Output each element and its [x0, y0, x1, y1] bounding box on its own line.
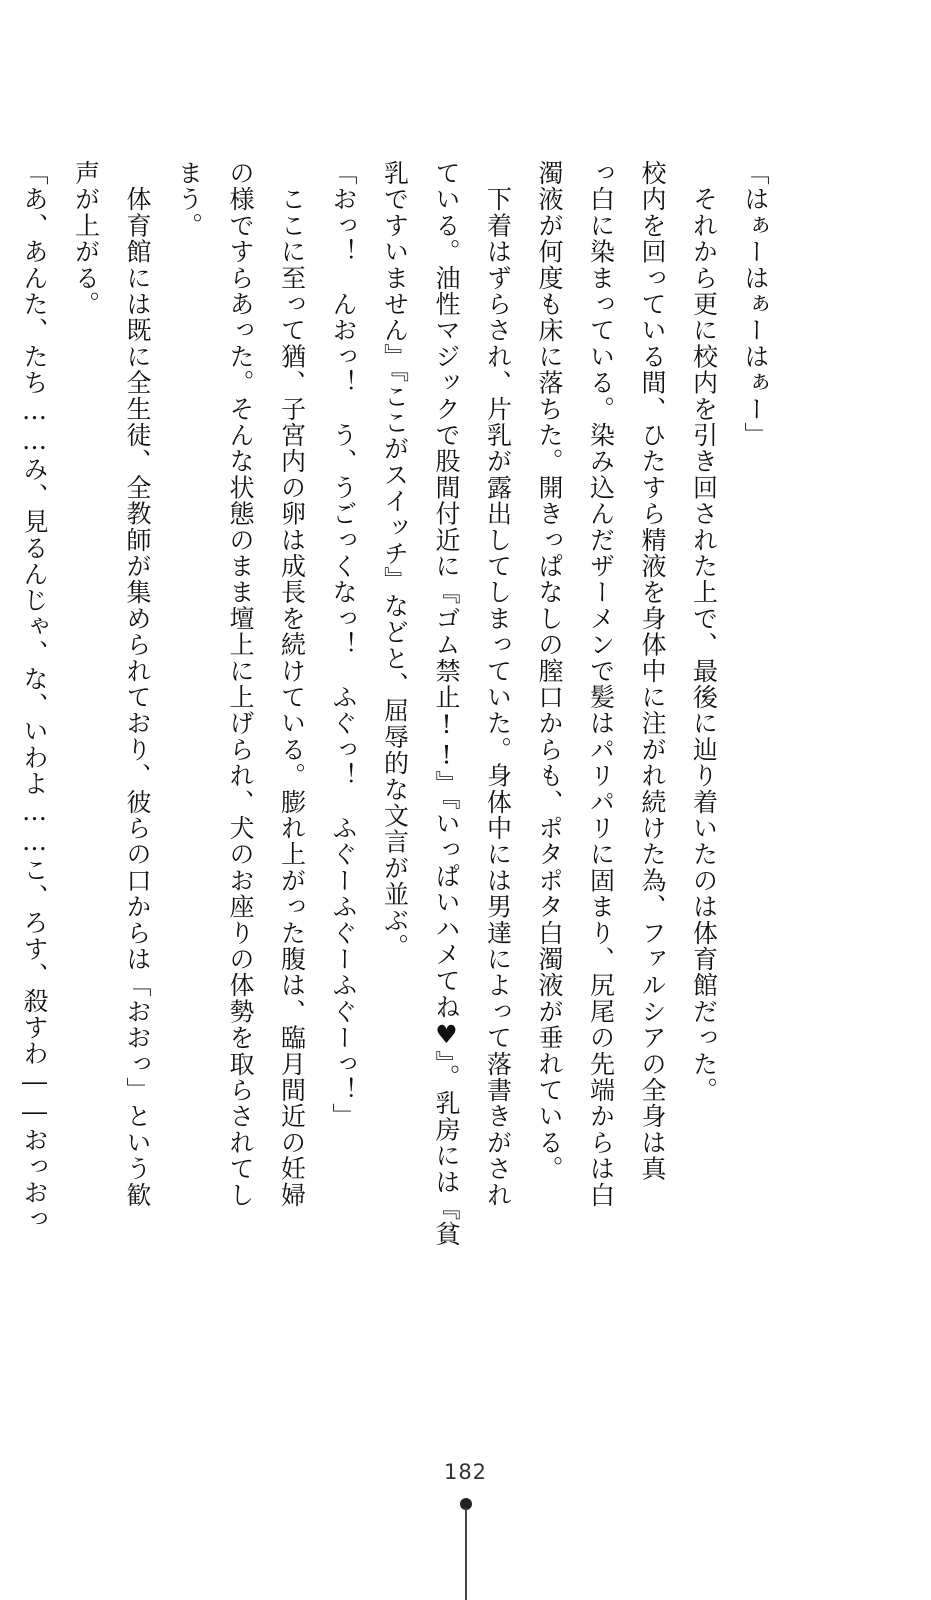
folio-ornament [460, 1498, 472, 1600]
text-line: 「あ、あんた、たち……み、見るんじゃ、な、いわよ……こ、ろす、殺すわ――おっおっ [20, 160, 49, 1232]
text-line: それから更に校内を引き回された上で、最後に辿り着いたのは体育館だった。 [689, 160, 719, 1104]
text-line: 濁液が何度も床に落ちた。開きっぱなしの膣口からも、ポタポタ白濁液が垂れている。 [535, 160, 564, 1182]
text-line: ここに至って猶、子宮内の卵は成長を続けている。膨れ上がった腹は、臨月間近の妊婦 [277, 160, 307, 1208]
folio-stem-line [465, 1508, 467, 1600]
text-line: 乳ですいません』『ここがスイッチ』などと、屈辱的な文言が並ぶ。 [380, 160, 410, 960]
page-number: 182 [443, 1460, 488, 1484]
text-line: の様ですらあった。そんな状態のまま壇上に上げられ、犬のお座りの体勢を取らされてし [226, 160, 255, 1208]
text-line: 「おっ！ んおっ！ う、うごっくなっ！ ふぐっ！ ふぐーふぐーふぐーっ！」 [329, 160, 358, 1130]
text-line: ている。油性マジックで股間付近に『ゴム禁止!!』『いっぱいハメてね♥』。乳房には『貧 [432, 160, 461, 1248]
vertical-text-block [0, 160, 781, 1260]
text-line: 校内を回っている間、ひたすら精液を身体中に注がれ続けた為、ファルシアの全身は真 [638, 160, 667, 1182]
text-line [0, 160, 9, 1260]
text-line: 声が上がる。 [71, 160, 101, 318]
text-line: 「はぁーはぁーはぁー」 [741, 160, 770, 449]
text-line: 体育館には既に全生徒、全教師が集められており、彼らの口からは「おおっ」という歓 [123, 160, 152, 1208]
text-line: まう。 [174, 160, 204, 239]
text-line: っ白に染まっている。染み込んだザーメンで髪はパリパリに固まり、尻尾の先端からは白 [586, 160, 616, 1208]
text-line: 下着はずらされ、片乳が露出してしまっていた。身体中には男達によって落書きがされ [483, 160, 513, 1208]
